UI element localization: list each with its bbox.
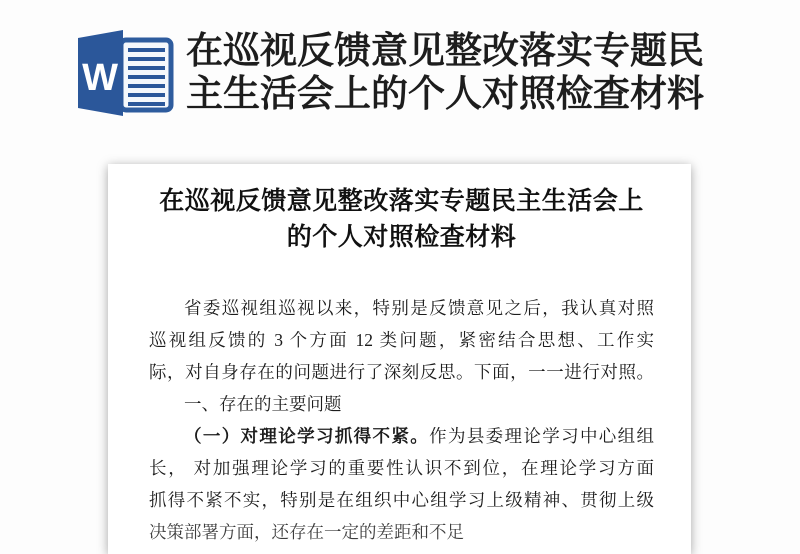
doc-line bbox=[149, 420, 654, 452]
header bbox=[0, 0, 800, 115]
doc-line bbox=[149, 452, 654, 484]
doc-line bbox=[149, 388, 654, 420]
doc-line-text: 决策部署方面，还存在一定的差距和不足 bbox=[149, 522, 464, 542]
doc-line-text: 一、存在的主要问题 bbox=[184, 394, 342, 414]
word-icon bbox=[74, 27, 176, 121]
doc-line bbox=[149, 324, 654, 356]
doc-line-bold-lead: （一）对理论学习抓得不紧。 bbox=[184, 426, 430, 446]
doc-line-text: 抓得不紧不实，特别是在组织中心组学习上级精神、贯彻上级 bbox=[149, 490, 654, 510]
doc-line-text: 省委巡视组巡视以来，特别是反馈意见之后，我认真对照 bbox=[184, 298, 654, 318]
page-title-line-2: 主生活会上的个人对照检查材料 bbox=[186, 73, 704, 114]
doc-line bbox=[149, 356, 654, 388]
document-title-line-1: 在巡视反馈意见整改落实专题民主生活会上 bbox=[159, 188, 644, 215]
document-title-line-2: 的个人对照检查材料 bbox=[286, 224, 517, 251]
page-title bbox=[186, 29, 704, 115]
doc-line-partial bbox=[149, 516, 654, 548]
doc-line bbox=[149, 484, 654, 516]
page-title-line-1: 在巡视反馈意见整改落实专题民 bbox=[186, 30, 704, 71]
document-page bbox=[108, 164, 691, 554]
doc-line-text: 作为县委理论学习中心组组 bbox=[429, 426, 654, 446]
document-body bbox=[149, 292, 654, 548]
doc-line-text: 长， 对加强理论学习的重要性认识不到位，在理论学习方面 bbox=[149, 458, 654, 478]
doc-line-text: 巡视组反馈的 3 个方面 12 类问题，紧密结合思想、工作实 bbox=[149, 330, 654, 350]
word-icon-page-lines bbox=[128, 50, 165, 104]
word-icon-letter: W bbox=[82, 57, 118, 99]
document-title bbox=[149, 184, 654, 256]
doc-line-text: 际，对自身存在的问题进行了深刻反思。下面，一一进行对照。 bbox=[149, 362, 654, 382]
doc-line bbox=[149, 292, 654, 324]
